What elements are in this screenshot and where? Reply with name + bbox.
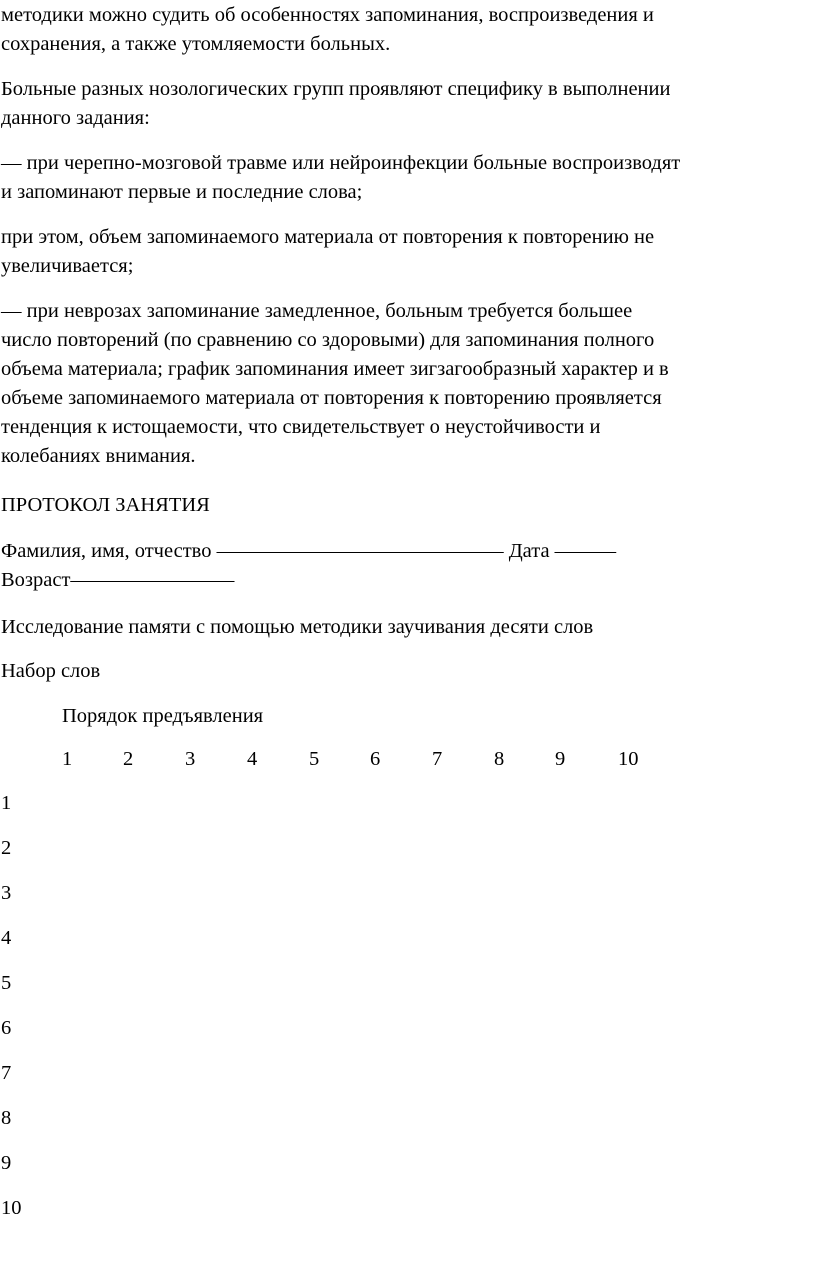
text-line: данного задания: xyxy=(1,107,150,129)
study-description: Исследование памяти с помощью методики заучивания десяти слов xyxy=(1,616,594,638)
column-number: 8 xyxy=(494,748,505,770)
paragraph-brain-injury xyxy=(1,149,680,207)
paragraph-memory-characteristics xyxy=(1,1,654,59)
text-line: колебаниях внимания. xyxy=(1,445,196,467)
text-line: — при черепно-мозговой травме или нейроинфекции больные воспроизводят xyxy=(1,152,681,174)
column-number: 1 xyxy=(62,748,73,770)
name-date-field-line: Фамилия, имя, отчество —————————————— Дата ——— xyxy=(1,540,617,562)
column-number: 9 xyxy=(555,748,566,770)
text-line: объеме запоминаемого материала от повторения к повторению проявляется xyxy=(1,387,662,409)
row-number: 1 xyxy=(1,792,12,814)
text-line: сохранения, а также утомляемости больных. xyxy=(1,33,391,55)
text-line: при этом, объем запоминаемого материала от повторения к повторению не xyxy=(1,226,655,248)
row-number: 5 xyxy=(1,972,12,994)
column-number: 7 xyxy=(432,748,443,770)
column-number: 6 xyxy=(370,748,381,770)
row-number: 9 xyxy=(1,1152,12,1174)
text-line: увеличивается; xyxy=(1,255,134,277)
text-line: объема материала; график запоминания имеет зигзагообразный характер и в xyxy=(1,358,669,380)
text-line: и запоминают первые и последние слова; xyxy=(1,181,363,203)
row-number: 4 xyxy=(1,927,12,949)
text-line: методики можно судить об особенностях запоминания, воспроизведения и xyxy=(1,4,654,26)
paragraph-nosological-groups xyxy=(1,75,670,133)
word-row-numbers xyxy=(1,789,22,1239)
column-number: 4 xyxy=(247,748,258,770)
paragraph-neuroses xyxy=(1,297,669,471)
row-number: 6 xyxy=(1,1017,12,1039)
age-field-line: Возраст———————— xyxy=(1,569,235,591)
text-line: Больные разных нозологических групп проявляют специфику в выполнении xyxy=(1,78,671,100)
column-number: 10 xyxy=(618,748,639,770)
row-number: 7 xyxy=(1,1062,12,1084)
text-line: тенденция к истощаемости, что свидетельствует о неустойчивости и xyxy=(1,416,601,438)
column-number: 3 xyxy=(185,748,196,770)
column-number: 2 xyxy=(123,748,134,770)
text-line: число повторений (по сравнению со здоровыми) для запоминания полного xyxy=(1,329,655,351)
row-number: 10 xyxy=(1,1197,22,1219)
row-number: 8 xyxy=(1,1107,12,1129)
paragraph-volume-not-increasing xyxy=(1,223,654,281)
column-number: 5 xyxy=(309,748,320,770)
presentation-order-label: Порядок предъявления xyxy=(62,705,264,727)
row-number: 3 xyxy=(1,882,12,904)
presentation-order-columns xyxy=(0,745,816,775)
protocol-title: ПРОТОКОЛ ЗАНЯТИЯ xyxy=(1,494,210,516)
word-set-label: Набор слов xyxy=(1,660,101,682)
protocol-fields xyxy=(1,537,616,595)
row-number: 2 xyxy=(1,837,12,859)
text-line: — при неврозах запоминание замедленное, больным требуется большее xyxy=(1,300,633,322)
